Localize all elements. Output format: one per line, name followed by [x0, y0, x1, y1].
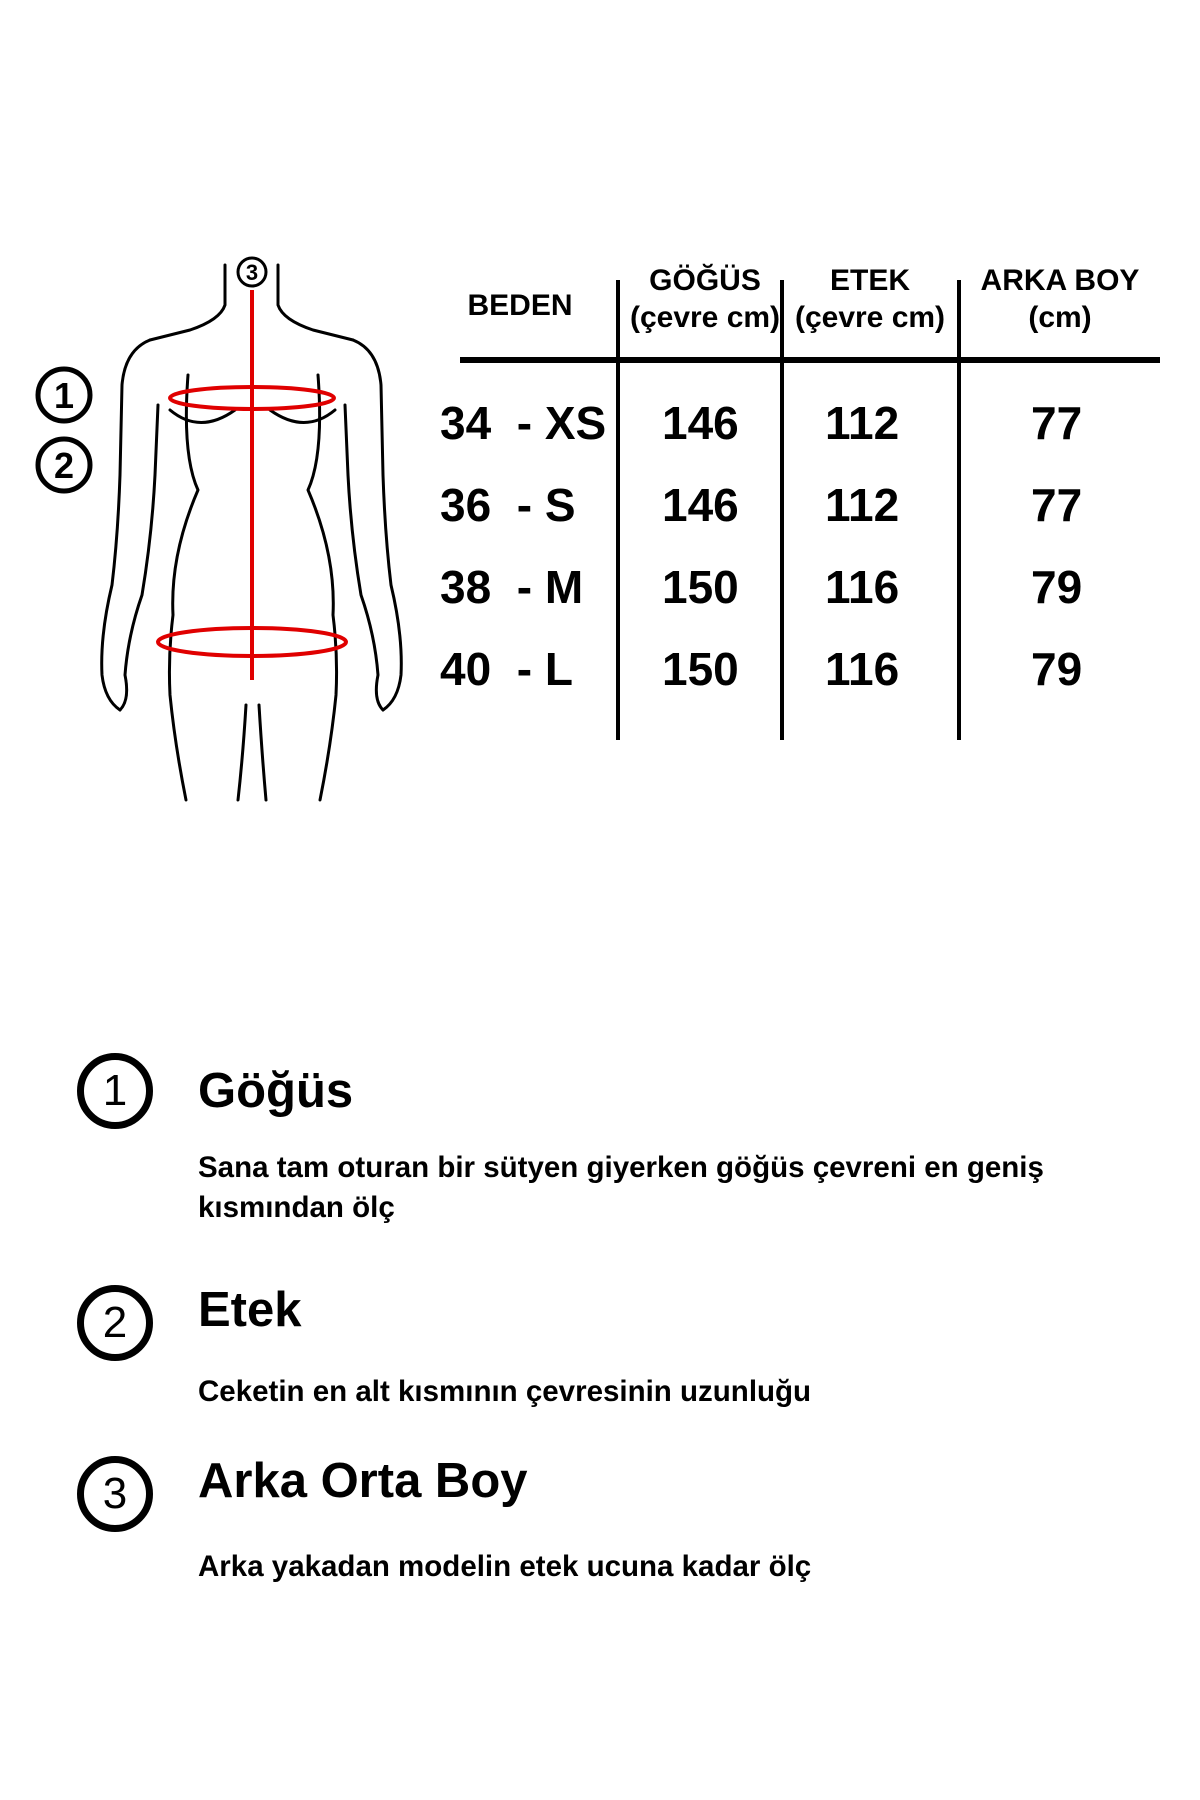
legend-badge-3: 3 [77, 1456, 153, 1532]
figure-arm-left-inner [120, 405, 158, 710]
row-4-gogus: 150 [662, 643, 739, 695]
header-arka-boy-sub: (cm) [1028, 301, 1092, 334]
row-2-gogus: 146 [662, 479, 739, 531]
figure-torso-right [308, 375, 337, 800]
row-1-etek: 112 [825, 397, 900, 449]
figure-bust-left [170, 410, 235, 423]
header-beden [450, 287, 590, 324]
figure-label-2: 2 [53, 445, 75, 486]
row-1-size: 34 - XS [440, 397, 607, 449]
row-1-arka-boy: 77 [1031, 397, 1083, 449]
figure-label-3: 3 [245, 260, 259, 285]
body-measurement-figure [30, 255, 430, 805]
legend-title-1: Göğüs [198, 1064, 354, 1118]
figure-neck-right [278, 265, 353, 340]
figure-label-1: 1 [53, 375, 75, 416]
figure-leg-right-inner [259, 705, 266, 800]
row-4-arka-boy: 79 [1031, 643, 1083, 695]
header-divider [460, 357, 1160, 363]
header-gogus-sub: (çevre cm) [629, 301, 781, 334]
legend-badge-1: 1 [77, 1053, 153, 1129]
header-beden-title: BEDEN [467, 289, 573, 322]
row-3-size: 38 - M [440, 561, 584, 613]
header-gogus [615, 262, 795, 336]
column-divider-3 [957, 280, 961, 740]
legend-badge-2: 2 [77, 1285, 153, 1361]
header-arka-boy [970, 262, 1150, 336]
header-etek-sub: (çevre cm) [794, 301, 946, 334]
legend-desc-2: Ceketin en alt kısmının çevresinin uzunluğu [198, 1375, 812, 1408]
legend-item-2 [0, 1282, 1200, 1432]
column-divider-1 [616, 280, 620, 740]
row-2-arka-boy: 77 [1031, 479, 1083, 531]
row-2-size: 36 - S [440, 479, 576, 531]
legend-desc-3: Arka yakadan modelin etek ucuna kadar ölç [198, 1550, 812, 1583]
legend-item-1 [0, 1050, 1200, 1230]
header-etek [780, 262, 960, 336]
figure-arm-right-inner [345, 405, 383, 710]
row-4-etek: 116 [825, 643, 900, 695]
column-divider-2 [780, 280, 784, 740]
row-4-size: 40 - L [440, 643, 573, 695]
legend-item-3 [0, 1453, 1200, 1603]
figure-neck-left [150, 265, 225, 340]
figure-torso-left [169, 375, 198, 800]
row-3-arka-boy: 79 [1031, 561, 1083, 613]
size-table [430, 260, 1160, 740]
row-2-etek: 112 [825, 479, 900, 531]
row-3-gogus: 150 [662, 561, 739, 613]
row-1-gogus: 146 [662, 397, 739, 449]
figure-leg-left-inner [238, 705, 246, 800]
legend-desc-1: Sana tam oturan bir sütyen giyerken göğüs çevreni en geniş kısmından ölç [198, 1151, 1044, 1224]
header-gogus-title: GÖĞÜS [649, 264, 761, 297]
row-3-etek: 116 [825, 561, 900, 613]
figure-bust-right [270, 410, 335, 423]
legend-title-3: Arka Orta Boy [198, 1454, 528, 1508]
header-arka-boy-title: ARKA BOY [980, 264, 1140, 297]
header-etek-title: ETEK [829, 264, 910, 297]
legend-title-2: Etek [198, 1283, 302, 1337]
